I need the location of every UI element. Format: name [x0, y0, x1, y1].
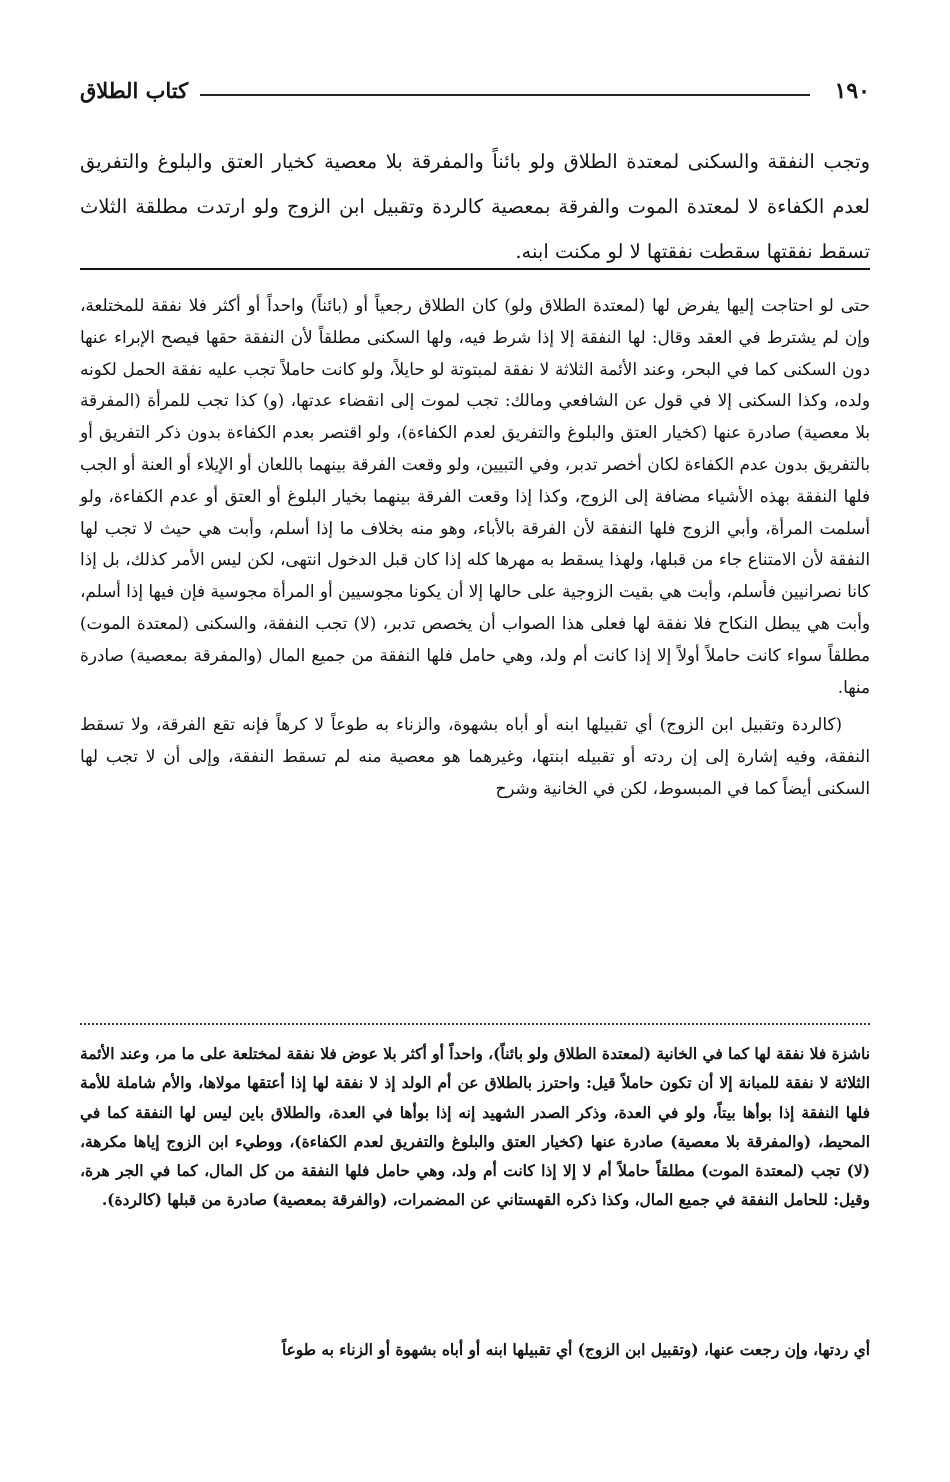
main-text	[80, 139, 870, 274]
main-commentary-separator	[80, 268, 870, 270]
continuation-paragraph: أي ردتها، وإن رجعت عنها، (وتقبيل ابن الزوج) أي تقبيلها ابنه أو أباه بشهوة أو الزناء به طوعاً	[281, 1341, 870, 1359]
page-number: ١٩٠	[834, 78, 870, 104]
header-rule	[200, 94, 810, 96]
page-header	[80, 76, 870, 116]
continuation-text	[80, 1336, 870, 1365]
main-text-paragraph: وتجب النفقة والسكنى لمعتدة الطلاق ولو بائناً والمفرقة بلا معصية كخيار العتق والبلوغ والتفريق لعدم الكفاءة لا لمعتدة الموت والفرقة بمعصية كالردة وتقبيل ابن الزوج ولو ارتدت مطلقة الثلاث تسقط نفقتها سقطت نفقتها لا لو مكنت ابنه.	[80, 150, 870, 263]
gloss-paragraph: ناشزة فلا نفقة لها كما في الخانية (لمعتدة الطلاق ولو بائناً)، واحداً أو أكثر بلا عوض فلا نفقة لمختلعة على ما مر، وعند الأئمة الثلاثة لا نفقة للمبانة إلا أن تكون حاملاً قيل: واحترز بالطلاق عن أم الولد إذ لا نفقة لها إذا أعتقها مولاها، والأم شاملة للأمة فلها النفقة إذا بوأها بيتاً، ولو في العدة، وذكر الصدر الشهيد إنه إذا بوأها في العدة، والطلاق باين ليس لها النفقة كما في المحيط، (والمفرقة بلا معصية) صادرة عنها (كخيار العتق والبلوغ والتفريق لعدم الكفاءة)، ووطيء ابن الزوج إياها مكرهة، (لا) تجب (لمعتدة الموت) مطلقاً حاملاً أم لا إلا إذا كانت أم ولد، وهي حامل فلها النفقة من كل المال، كما في الجر هرة، وقيل: للحامل النفقة في جميع المال، وكذا ذكره القهستاني عن المضمرات، (والفرقة بمعصية) صادرة من قبلها (كالردة).	[80, 1045, 870, 1210]
running-title: كتاب الطلاق	[80, 78, 189, 103]
gloss	[80, 1040, 870, 1216]
commentary-gloss-separator	[80, 1023, 870, 1025]
commentary-paragraph: حتى لو احتاجت إليها يفرض لها (لمعتدة الطلاق ولو) كان الطلاق رجعياً أو (بائناً) واحداً أو أكثر فلا نفقة للمختلعة، وإن لم يشترط في العقد وقال: لها النفقة إلا إذا شرط فيه، ولها السكنى مطلقاً لأن النفقة حقها فيصح الإبراء عنها دون السكنى كما في البحر، وعند الأئمة الثلاثة لا نفقة لمبتوتة لو حايلاً، ولو كانت حاملاً تجب عليه نفقة الحمل لكونه ولده، وكذا السكنى إلا في قول عن الشافعي ومالك: تجب لموت إلى انقضاء عدتها، (و) كذا تجب للمرأة (المفرقة بلا معصية) صادرة عنها (كخيار العتق والبلوغ والتفريق لعدم الكفاءة)، ولو اقتصر بعدم الكفاءة بدون ذكر التفريق أو بالتفريق بدون عدم الكفاءة لكان أخصر تدبر، وفي التبيين، ولو وقعت الفرقة بينهما باللعان أو الإيلاء أو العنة أو الجب فلها النفقة بهذه الأشياء مضافة إلى الزوج، وكذا إذا وقعت الفرقة بينهما بخيار البلوغ أو العتق أو عدم الكفاءة، ولو أسلمت المرأة، وأبي الزوج فلها النفقة لأن الفرقة بالأباء، وهو منه بخلاف ما إذا أسلم، وأبت هي حيث لا تجب لها النفقة لأن الامتناع جاء من قبلها، ولهذا يسقط به مهرها كله إذا كان قبل الدخول انتهى، لكن ليس الأمر كذلك، بل إذا كانا نصرانيين فأسلم، وأبت هي بقيت الزوجية على حالها إلا أن يكونا مجوسيين أو المرأة مجوسية فإن فيها إذا أسلم، وأبت هي يبطل النكاح فلا نفقة لها فعلى هذا الصواب أن يخصص تدبر، (لا) تجب النفقة، والسكنى (لمعتدة الموت) مطلقاً سواء كانت حاملاً أولاً إلا إذا كانت أم ولد، وهي حامل فلها النفقة من جميع المال (والمفرقة بمعصية) صادرة منها.	[79, 295, 870, 697]
commentary	[80, 290, 870, 805]
commentary-paragraph: (كالردة وتقبيل ابن الزوج) أي تقبيلها ابنه أو أباه بشهوة، والزناء به طوعاً لا كرهاً فإنه تقع الفرقة، ولا تسقط النفقة، وفيه إشارة إلى إن ردته أو تقبيله ابنتها، وغيرهما هو معصية منه لم تسقط النفقة، وإلى أن لا تجب لها السكنى أيضاً كما في المبسوط، لكن في الخانية وشرح	[80, 714, 870, 798]
